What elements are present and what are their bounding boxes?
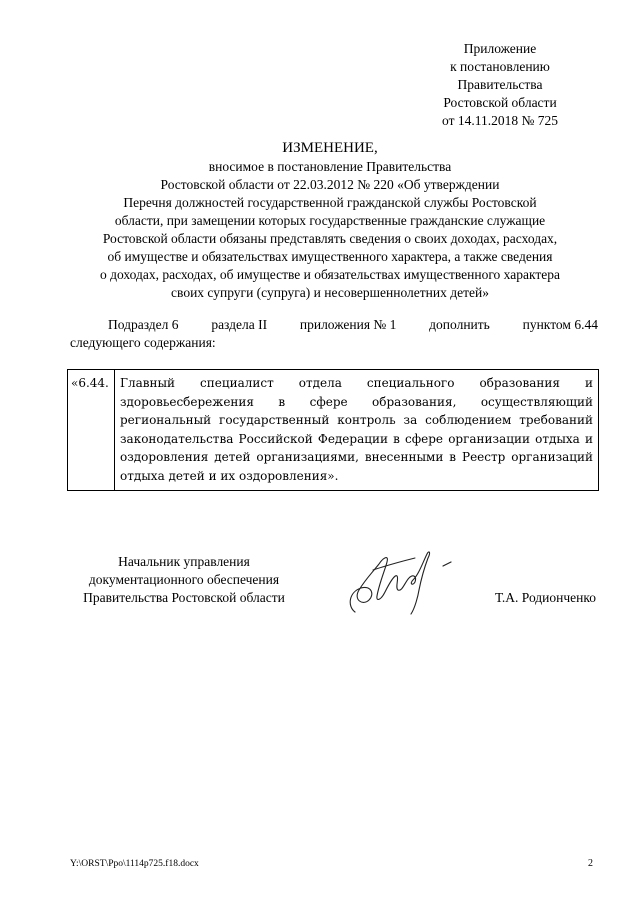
footer-file-path: Y:\ORST\Ppo\1114p725.f18.docx <box>70 859 199 869</box>
signatory-position <box>66 553 302 607</box>
intro-word: раздела II <box>211 317 268 332</box>
intro-paragraph <box>70 316 598 352</box>
appendix-line: Ростовской области <box>443 95 557 110</box>
page-number: 2 <box>588 858 593 869</box>
document-header <box>60 138 600 302</box>
appendix-line: Приложение <box>463 41 537 56</box>
appendix-block <box>400 40 600 130</box>
signatory-role-line: документационного обеспечения <box>88 572 280 587</box>
appendix-line: к постановлению <box>450 59 550 74</box>
signatory-role-line: Начальник управления <box>118 554 250 569</box>
item-text: Главный специалист отдела специального образования и здоровьесбережения в сфере образования, осуществляющий региональный государственный контроль за соблюдением требований законодательства Российской Федерации в сфере организации отдыха и оздоровления детей организациями, внесенными в Реестр организаций отдыха детей и их оздоровления». <box>115 370 599 491</box>
intro-word: Подраздел 6 <box>108 317 179 332</box>
item-number: «6.44. <box>68 370 115 491</box>
intro-line-1 <box>70 316 598 334</box>
intro-line-2: следующего содержания: <box>70 335 216 350</box>
intro-word: пунктом 6.44 <box>522 317 598 332</box>
header-line: о доходах, расходах, об имуществе и обязательствах имущественного характера <box>100 267 560 282</box>
signatory-role-line: Правительства Ростовской области <box>83 590 285 605</box>
handwritten-signature <box>335 540 475 620</box>
intro-word: дополнить <box>429 317 490 332</box>
header-line: вносимое в постановление Правительства <box>208 159 452 174</box>
header-line: своих супруги (супруга) и несовершеннолетних детей» <box>171 285 489 300</box>
header-line: Перечня должностей государственной гражданской службы Ростовской <box>123 195 537 210</box>
header-line: Ростовской области от 22.03.2012 № 220 «Об утверждении <box>160 177 500 192</box>
appendix-line: Правительства <box>457 77 543 92</box>
header-line: области, при замещении которых государственные гражданские служащие <box>114 213 546 228</box>
amendment-table <box>67 369 599 491</box>
document-title: ИЗМЕНЕНИЕ, <box>282 140 378 156</box>
intro-word: приложения № 1 <box>299 317 397 332</box>
appendix-line: от 14.11.2018 № 725 <box>442 113 558 128</box>
signatory-name: Т.А. Родионченко <box>495 590 596 605</box>
table-row <box>68 370 599 491</box>
header-line: об имуществе и обязательствах имущественного характера, а также сведения <box>107 249 553 264</box>
header-line: Ростовской области обязаны представлять сведения о своих доходах, расходах, <box>102 231 558 246</box>
